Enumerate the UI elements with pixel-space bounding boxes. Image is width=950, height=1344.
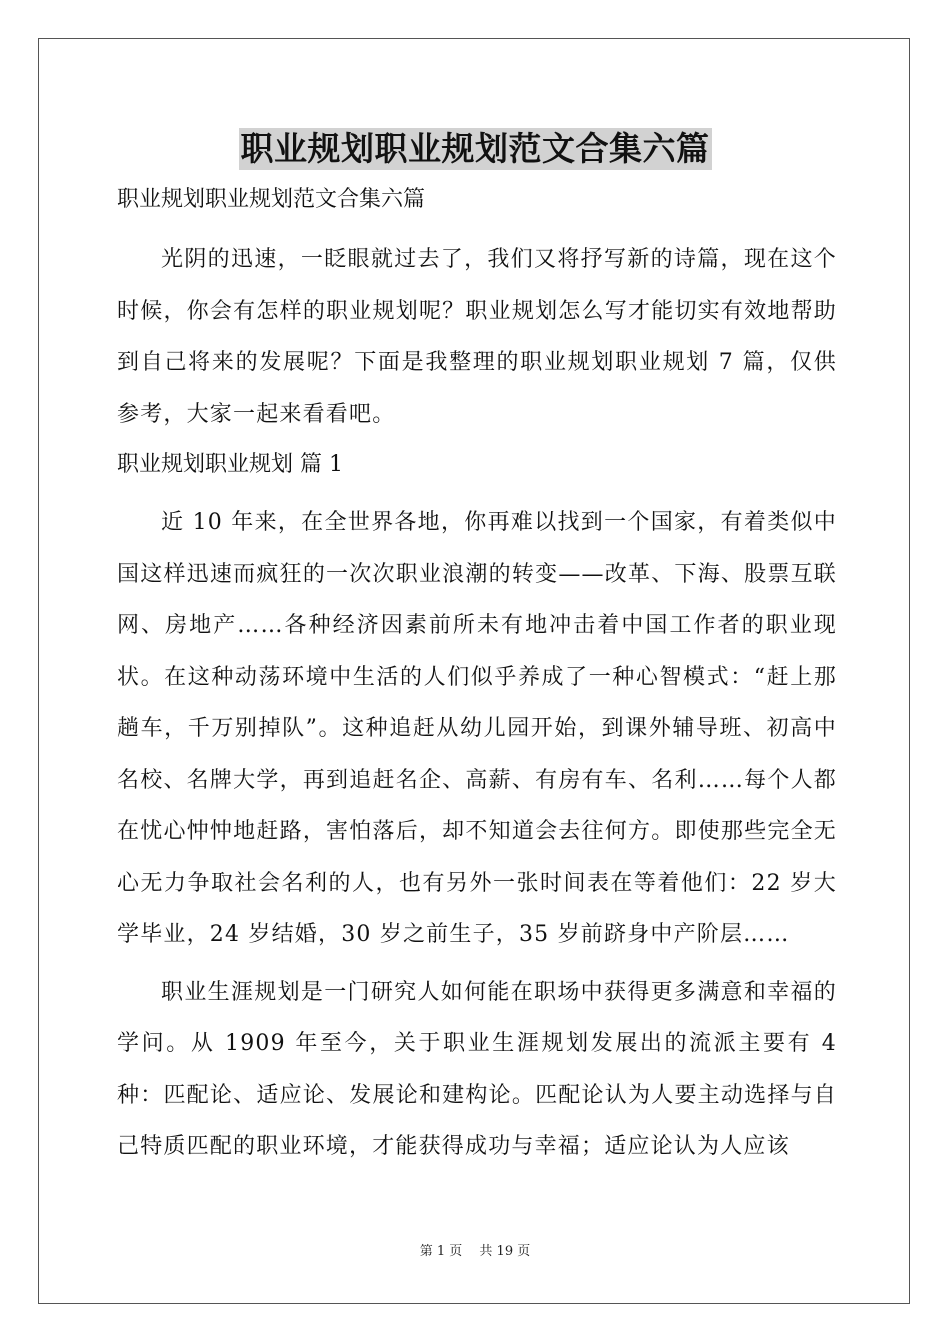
section-paragraph: 近 10 年来，在全世界各地，你再难以找到一个国家，有着类似中国这样迅速而疯狂的一次次职业浪潮的转变——改革、下海、股票互联网、房地产……各种经济因素前所未有地冲击着中国工作者的职业现状。在这种动荡环境中生活的人们似乎养成了一种心智模式：“赶上那趟车，千万别掉队”。这种追赶从幼儿园开始，到课外辅导班、初高中名校、名牌大学，再到追赶名企、高薪、有房有车、名利……每个人都在忧心忡忡地赶路，害怕落后，却不知道会去往何方。即使那些完全无心无力争取社会名利的人，也有另外一张时间表在等着他们：22 岁大学毕业，24 岁结婚，30 岁之前生子，35 岁前跻身中产阶层……	[117, 510, 837, 947]
title-container	[0, 128, 950, 170]
document-body	[117, 182, 837, 1173]
intro-paragraph: 光阴的迅速，一眨眼就过去了，我们又将抒写新的诗篇，现在这个时候，你会有怎样的职业规划呢？职业规划怎么写才能切实有效地帮助到自己将来的发展呢？下面是我整理的职业规划职业规划 7 篇，仅供参考，大家一起来看看吧。	[117, 247, 837, 427]
section-paragraph: 职业生涯规划是一门研究人如何能在职场中获得更多满意和幸福的学问。从 1909 年至今，关于职业生涯规划发展出的流派主要有 4 种：匹配论、适应论、发展论和建构论。匹配论认为人要主动选择与自己特质匹配的职业环境，才能获得成功与幸福；适应论认为人应该	[117, 979, 837, 1159]
page-footer: 第 1 页 共 19 页	[419, 1244, 531, 1259]
section-heading: 职业规划职业规划 篇 1	[117, 452, 343, 477]
document-title: 职业规划职业规划范文合集六篇	[240, 129, 710, 168]
document-subtitle: 职业规划职业规划范文合集六篇	[117, 187, 426, 212]
